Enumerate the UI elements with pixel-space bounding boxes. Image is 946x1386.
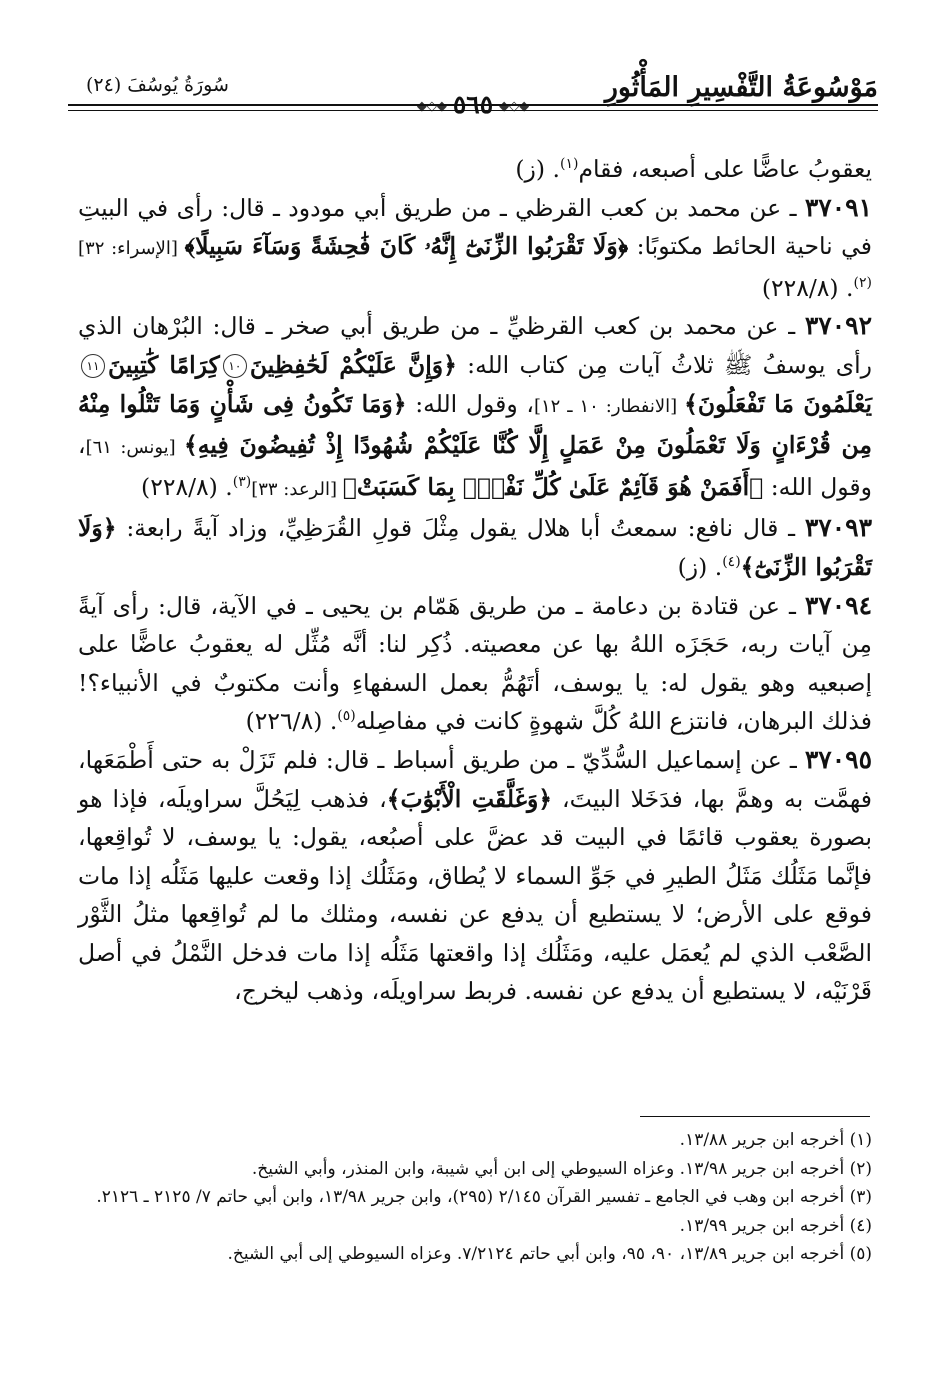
ayah-number-marker: ١١ bbox=[81, 354, 105, 378]
paragraph-text: ـ عن قتادة بن دعامة ـ من طريق هَمّام بن يحيى ـ في الآية، قال: رأى آيةً مِن آيات ربه، حَجَزَه اللهُ بها عن معصيته. ذُكِر لنا: أنَّه مُثِّل له يعقوبُ عاضًّا على إصبعيه وهو يقول له: يا يوسف، أتَهُمُّ بعمل السفهاءِ وأنت مكتوبٌ في الأنبياء؟! فذلك البرهان، فانتزع اللهُ كُلَّ شهوةٍ كانت في مفاصِله bbox=[78, 591, 872, 736]
verse-reference: [الرعد: ٣٣] bbox=[251, 478, 343, 500]
paragraph-text: ـ قال نافع: سمعتُ أبا هلال يقول مِثْلَ قولِ القُرَظِيِّ، وزاد آيةً رابعة: bbox=[116, 514, 805, 543]
verse-reference: [الانفطار: ١٠ ـ ١٢] bbox=[533, 395, 685, 417]
athar-number: ٣٧٠٩٤ bbox=[804, 590, 872, 620]
paragraph-tail: . (ز) bbox=[515, 155, 560, 183]
footnote: (٢) أخرجه ابن جرير ١٣/٩٨. وعزاه السيوطي إلى ابن أبي شيبة، وابن المنذر، وأبي الشيخ. bbox=[251, 1158, 872, 1179]
footnote-marker: (٢) bbox=[853, 274, 872, 291]
athar-number: ٣٧٠٩٥ bbox=[804, 744, 872, 774]
footnotes bbox=[78, 1126, 872, 1269]
footnote-marker: (١) bbox=[560, 156, 579, 173]
volume-reference: . (٢٢٦/٨) bbox=[245, 707, 338, 736]
paragraph-tail: . (ز) bbox=[677, 552, 723, 581]
surah-label: سُورَةُ يُوسُفَ (٢٤) bbox=[86, 74, 229, 96]
quran-verse: ﴿وَلَا تَقْرَبُوا الزِّنَىٰٓ﴾ bbox=[78, 514, 872, 581]
paragraph-text: يعقوبُ عاضًّا على أصبعه، فقام bbox=[578, 155, 872, 183]
paragraph-37094 bbox=[78, 587, 872, 741]
footnote-marker: (٣) bbox=[232, 473, 252, 490]
paragraph-continuation bbox=[78, 150, 872, 189]
paragraph-37095 bbox=[78, 741, 872, 1011]
footnote-marker: (٤) bbox=[722, 554, 741, 571]
footnote: (٤) أخرجه ابن جرير ١٣/٩٩. bbox=[679, 1215, 872, 1236]
book-title: مَوْسُوعَةُ التَّفْسِيرِ المَأْثُورِ bbox=[604, 72, 878, 103]
main-text bbox=[78, 150, 872, 1011]
footnote-marker: (٥) bbox=[337, 708, 356, 725]
footnote: (٣) أخرجه ابن وهب في الجامع ـ تفسير القرآن ٢/١٤٥ (٢٩٥)، وابن جرير ١٣/٩٨، وابن أبي حاتم ٧/ ٢١٢٥ ـ ٢١٢٦. bbox=[96, 1187, 872, 1207]
verse-reference: [الإسراء: ٣٢] bbox=[78, 238, 185, 260]
paragraph-37093 bbox=[78, 509, 872, 586]
footnote: (٥) أخرجه ابن جرير ١٣/٨٩، ٩٠، ٩٥، وابن أبي حاتم ٧/٢١٢٤. وعزاه السيوطي إلى أبي الشيخ. bbox=[227, 1244, 872, 1264]
header-rule-thin bbox=[68, 110, 878, 111]
quran-verse: ﴿وَإِنَّ عَلَيْكُمْ لَحَٰفِظِينَ bbox=[249, 350, 457, 379]
athar-number: ٣٧٠٩٣ bbox=[804, 513, 872, 543]
paragraph-text: ، وقول الله: bbox=[78, 431, 872, 501]
ayah-number-marker: ١٠ bbox=[223, 354, 247, 378]
quran-verse: ﴿وَمَا تَكُونُ فِى شَأْنٍ وَمَا تَتْلُوا مِنْهُ مِن قُرْءَانٍ وَلَا تَعْمَلُونَ مِنْ عَمَلٍ إِلَّا كُنَّا عَلَيْكُمْ شُهُودًا إِذْ تُفِيضُونَ فِيهِ﴾ bbox=[78, 389, 872, 460]
quran-verse: ﴿وَغَلَّقَتِ الْأَبْوَٰبَ﴾ bbox=[386, 784, 553, 813]
volume-reference: . (٢٢٨/٨) bbox=[761, 273, 854, 302]
athar-number: ٣٧٠٩٢ bbox=[804, 311, 872, 341]
quran-verse: كِرَامًا كَٰتِبِينَ bbox=[108, 350, 220, 379]
page-number: ٥٦٥ bbox=[452, 90, 494, 119]
footnote: (١) أخرجه ابن جرير ١٣/٨٨. bbox=[679, 1130, 872, 1150]
volume-reference: . (٢٢٨/٨) bbox=[141, 472, 233, 501]
footnote-separator bbox=[640, 1116, 870, 1117]
paragraph-text: ـ عن إسماعيل السُّدِّيّ ـ من طريق أسباط ـ قال: فلم تَزَلْ به حتى أَطْمَعَها، فهمَّت به وهمَّ بها، فدَخَلا البيتَ، bbox=[78, 745, 872, 813]
paragraph-text: ـ عن محمد بن كعب القرظيِّ ـ من طريق أبي صخر ـ قال: البُرْهان الذي رأى يوسفُ ﷺ ثلاثُ آيات مِن كتاب الله: bbox=[78, 312, 872, 379]
running-header bbox=[68, 60, 878, 124]
quran-verse: ﴿أَفَمَنْ هُوَ قَآئِمٌ عَلَىٰ كُلِّ نَفْسٍۭ بِمَا كَسَبَتْ﴾ bbox=[342, 472, 764, 501]
paragraph-37092 bbox=[78, 307, 872, 509]
paragraph-text: ، فذهب لِيَحُلَّ سراويلَه، فإذا هو بصورة يعقوب قائمًا في البيت قد عضَّ على أصبُعه، يقول: يا يوسف، لا تُواقِعها، فإنَّما مَثَلُك مَثَلُ الطيرِ في جَوِّ السماء لا يُطاق، ومَثَلُك إذا وقعت عليها مَثَلُه إذا مات فوقع على الأرض؛ لا يستطيع أن يدفع عن نفسه، ومثلك ما لم تُواقِعها مثلُ الثَّوْر الصَّعْب الذي لم يُعمَل عليه، ومَثَلُك إذا واقعتها مَثَلُه إذا مات فدخل النَّمْلُ في أصل قَرْنَيْه، لا يستطيع أن يدفع عن نفسه. فربط سراويلَه، وذهب ليخرج، bbox=[78, 784, 872, 1006]
verse-reference: [يونس: ٦١] bbox=[85, 437, 185, 459]
quran-verse: ﴿وَلَا تَقْرَبُوا الزِّنَىٰٓ إِنَّهُۥ كَانَ فَٰحِشَةً وَسَآءَ سَبِيلًا﴾ bbox=[184, 232, 629, 261]
ornament-icon: ◆◇◆ bbox=[416, 99, 447, 114]
paragraph-text: ـ عن محمد بن كعب القرظي ـ من طريق أبي مودود ـ قال: رأى في البيتِ في ناحية الحائط مكتوبًا: bbox=[78, 193, 873, 261]
header-rule bbox=[68, 104, 878, 106]
paragraph-text: ، وقول الله: bbox=[406, 389, 534, 418]
athar-number: ٣٧٠٩١ bbox=[804, 192, 872, 222]
ornament-icon: ◆◇◆ bbox=[499, 99, 530, 114]
quran-verse: يَعْلَمُونَ مَا تَفْعَلُونَ﴾ bbox=[684, 389, 872, 418]
paragraph-37091 bbox=[78, 189, 872, 308]
